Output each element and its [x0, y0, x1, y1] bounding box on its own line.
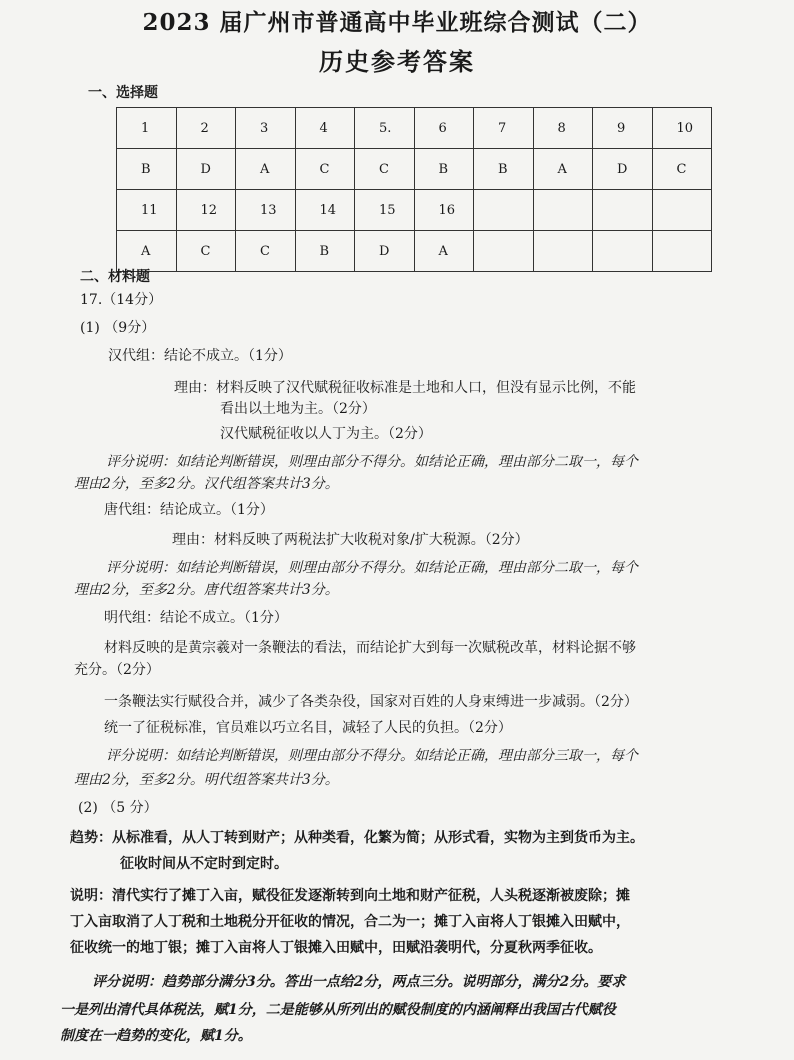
final-scoring-note-cont: 一是列出清代具体税法，赋1分，二是能够从所列出的赋役制度的内涵阐释出我国古代赋役	[60, 1002, 616, 1018]
ming-scoring-note: 评分说明：如结论判断错误，则理由部分不得分。如结论正确，理由部分三取一，每个	[106, 748, 638, 764]
han-scoring-note: 评分说明：如结论判断错误，则理由部分不得分。如结论正确，理由部分二取一，每个	[106, 454, 638, 470]
han-scoring-note-cont: 理由2分，至多2分。汉代组答案共计3分。	[74, 476, 339, 492]
part-2-label: (2) （5 分）	[78, 800, 158, 816]
ming-conclusion: 明代组：结论不成立。（1分）	[104, 610, 288, 626]
ming-reason-1-cont: 充分。（2分）	[74, 662, 160, 678]
section-material-heading: 二、材料题	[80, 269, 150, 285]
answer-cell: A	[117, 231, 177, 272]
tang-reason: 理由：材料反映了两税法扩大收税对象/扩大税源。（2分）	[172, 532, 529, 548]
answer-table-row	[117, 149, 712, 190]
answer-cell: B	[117, 149, 177, 190]
answer-cell: D	[593, 149, 653, 190]
question-number-cell: 11	[117, 190, 177, 231]
answer-cell: B	[295, 231, 355, 272]
answer-cell: C	[355, 149, 415, 190]
trend-line-2: 征收时间从不定时到定时。	[120, 856, 288, 872]
answer-cell	[652, 231, 712, 272]
question-number-cell: 3	[236, 108, 296, 149]
question-number-cell: 4	[295, 108, 355, 149]
han-conclusion: 汉代组：结论不成立。（1分）	[108, 348, 292, 364]
answer-cell: A	[414, 231, 474, 272]
exam-title: 2023 届广州市普通高中毕业班综合测试（二）	[142, 9, 652, 36]
answer-table-row	[117, 190, 712, 231]
explanation-line-2: 丁入亩取消了人丁税和土地税分开征收的情况，合二为一；摊丁入亩将人丁银摊入田赋中，	[70, 914, 630, 930]
answer-cell: A	[236, 149, 296, 190]
tang-scoring-note-cont: 理由2分，至多2分。唐代组答案共计3分。	[74, 582, 339, 598]
section-multiple-choice-heading: 一、选择题	[88, 85, 158, 101]
ming-reason-3: 统一了征税标准，官员难以巧立名目，减轻了人民的负担。（2分）	[104, 720, 512, 736]
answer-cell	[593, 231, 653, 272]
explanation-line-1: 说明：清代实行了摊丁入亩，赋役征发逐渐转到向土地和财产征税，人头税逐渐被废除；摊	[70, 888, 630, 904]
han-reason-2: 汉代赋税征收以人丁为主。（2分）	[220, 426, 432, 442]
answer-cell: C	[652, 149, 712, 190]
question-number-cell	[593, 190, 653, 231]
question-number-cell	[474, 190, 534, 231]
ming-reason-2: 一条鞭法实行赋役合并，减少了各类杂役，国家对百姓的人身束缚进一步减弱。（2分）	[104, 694, 638, 710]
question-number-cell	[533, 190, 593, 231]
answer-table-row	[117, 231, 712, 272]
answer-cell: D	[176, 149, 236, 190]
question-number-cell: 13	[236, 190, 296, 231]
question-number-cell: 10	[652, 108, 712, 149]
part-1-label: (1) （9分）	[80, 320, 156, 336]
answer-cell: B	[474, 149, 534, 190]
answer-cell	[533, 231, 593, 272]
answer-cell: C	[236, 231, 296, 272]
answer-cell	[474, 231, 534, 272]
trend-line-1: 趋势：从标准看，从人丁转到财产；从种类看，化繁为简；从形式看，实物为主到货币为主。	[70, 830, 644, 846]
exam-subtitle: 历史参考答案	[319, 47, 475, 76]
explanation-line-3: 征收统一的地丁银；摊丁入亩将人丁银摊入田赋中，田赋沿袭明代，分夏秋两季征收。	[70, 940, 602, 956]
answer-cell: D	[355, 231, 415, 272]
ming-scoring-note-cont: 理由2分，至多2分。明代组答案共计3分。	[74, 772, 339, 788]
han-reason-1-cont: 看出以土地为主。（2分）	[220, 401, 376, 417]
question-number-cell: 2	[176, 108, 236, 149]
final-scoring-note-end: 制度在一趋势的变化，赋1分。	[60, 1028, 252, 1044]
question-number-cell: 7	[474, 108, 534, 149]
question-number-cell: 16	[414, 190, 474, 231]
answer-cell: B	[414, 149, 474, 190]
tang-conclusion: 唐代组：结论成立。（1分）	[104, 502, 274, 518]
question-number-cell: 15	[355, 190, 415, 231]
question-number-cell: 6	[414, 108, 474, 149]
question-number-cell: 5.	[355, 108, 415, 149]
question-number-cell: 8	[533, 108, 593, 149]
tang-scoring-note: 评分说明：如结论判断错误，则理由部分不得分。如结论正确，理由部分二取一，每个	[106, 560, 638, 576]
han-reason-1: 理由：材料反映了汉代赋税征收标准是土地和人口，但没有显示比例，不能	[174, 380, 636, 396]
question-number-cell	[652, 190, 712, 231]
question-number-cell: 14	[295, 190, 355, 231]
answer-table-row	[117, 108, 712, 149]
answer-cell: A	[533, 149, 593, 190]
question-number-cell: 9	[593, 108, 653, 149]
final-scoring-note: 评分说明：趋势部分满分3分。答出一点给2分，两点三分。说明部分，满分2分。要求	[92, 974, 626, 990]
question-number-cell: 1	[117, 108, 177, 149]
ming-reason-1: 材料反映的是黄宗羲对一条鞭法的看法，而结论扩大到每一次赋税改革，材料论据不够	[104, 640, 636, 656]
answer-key-table	[116, 107, 712, 272]
question-number-cell: 12	[176, 190, 236, 231]
question-17-label: 17.（14分）	[80, 292, 163, 308]
answer-cell: C	[176, 231, 236, 272]
answer-cell: C	[295, 149, 355, 190]
